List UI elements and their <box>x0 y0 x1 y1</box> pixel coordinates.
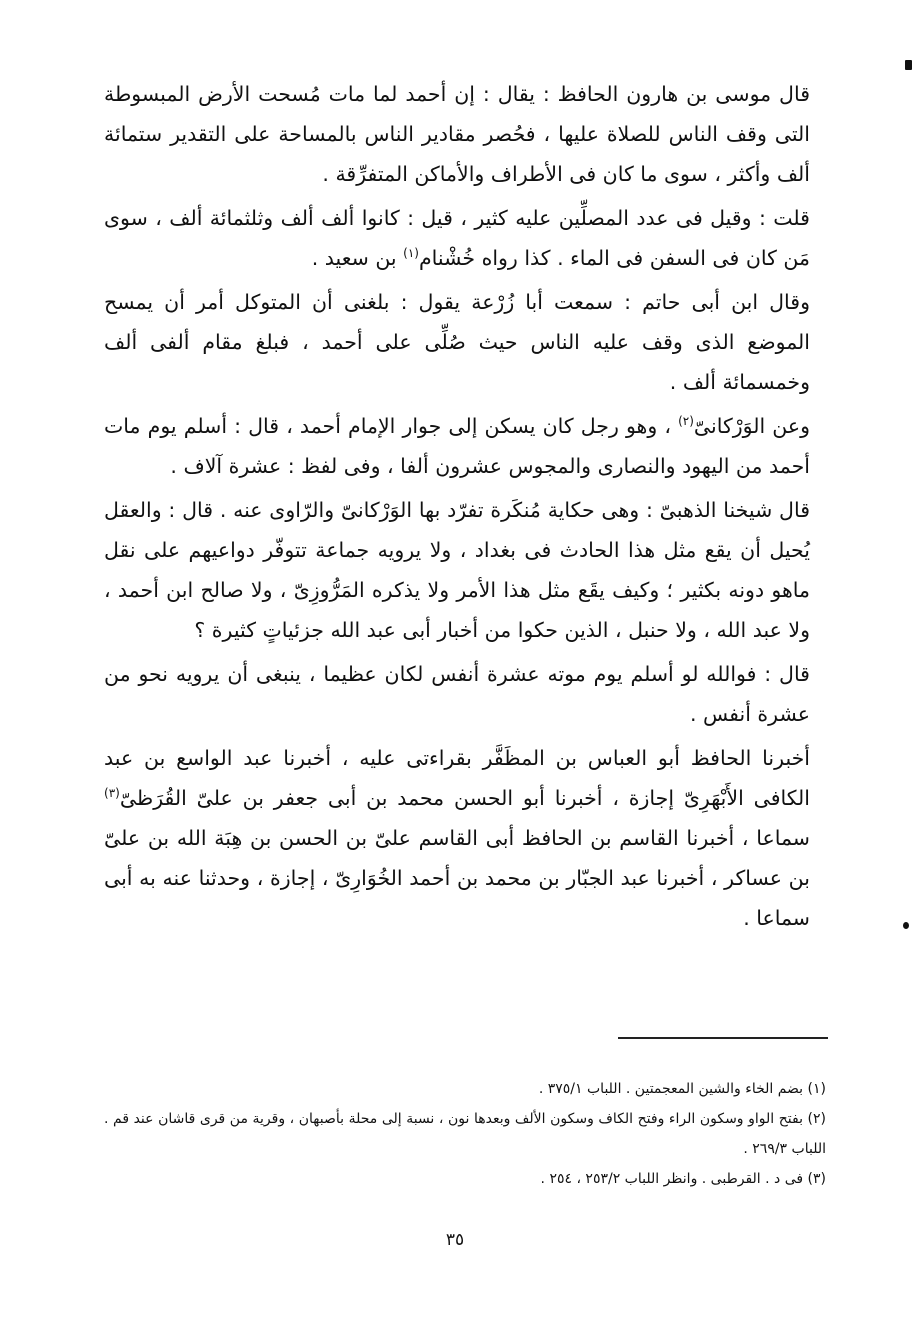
paragraph-text: قال شيخنا الذهبىّ : وهى حكاية مُنكَرة تفرّد بها الوَرْكانىّ والرّاوى عنه . قال : والعقل يُحيل أن يقع مثل هذا الحادث فى بغداد ، ولا يرويه جماعة تتوفّر دواعيهم على نقل ماهو دونه بكثير ؛ وكيف يقَع مثل هذا الأمر ولا يذكره المَرُّوزِىّ ، ولا صالح ابن أحمد ، ولا عبد الله ، ولا حنبل ، الذين حكوا من أخبار أبى عبد الله جزئياتٍ كثيرة ؟ <box>104 498 810 642</box>
paragraph-text: وعن الوَرْكانىّ <box>693 414 810 438</box>
scan-mark-middle <box>903 922 909 929</box>
paragraph-text: قال موسى بن هارون الحافظ : يقال : إن أحمد لما مات مُسحت الأرض المبسوطة التى وقف الناس للصلاة عليها ، فحُصر مقادير الناس بالمساحة على التقدير ستمائة ألف وأكثر ، سوى ما كان فى الأطراف والأماكن المتفرِّقة . <box>104 82 810 186</box>
paragraph-text: أخبرنا الحافظ أبو العباس بن المظَفَّر بقراءتى عليه ، أخبرنا عبد الواسع بن عبد الكافى الأَبْهَرِىّ إجازة ، أخبرنا أبو الحسن محمد بن أبى جعفر بن علىّ القُرَظىّ <box>104 746 810 810</box>
paragraph-text-continued: سماعا ، أخبرنا القاسم بن الحافظ أبى القاسم علىّ بن الحسن بن هِبَة الله بن علىّ بن عساكر ، أخبرنا عبد الجبّار بن محمد بن أحمد الخُوَارِىّ ، إجازة ، وحدثنا عنه به أبى سماعا . <box>104 826 810 930</box>
paragraph-3 <box>104 282 810 402</box>
page-number: ٣٥ <box>445 1230 465 1250</box>
footnote-ref-2: (٢) <box>678 414 694 429</box>
paragraph-7 <box>104 738 810 938</box>
paragraph-text-continued: بن سعيد . <box>311 246 404 270</box>
paragraph-1 <box>104 74 810 194</box>
footnote-2: (٢) بفتح الواو وسكون الراء وفتح الكاف وسكون الألف وبعدها نون ، نسبة إلى محلة بأصبهان ، وقرية من قرى قاشان عند قم . اللباب ٢٦٩/٣ . <box>104 1111 826 1157</box>
footnote-3: (٣) فى د . القرطبى . وانظر اللباب ٢٥٣/٢ ، ٢٥٤ . <box>540 1171 826 1187</box>
footnote-1: (١) بضم الخاء والشين المعجمتين . اللباب ٣٧٥/١ . <box>538 1081 826 1097</box>
paragraph-5 <box>104 490 810 650</box>
paragraph-text: وقال ابن أبى حاتم : سمعت أبا زُرْعة يقول : بلغنى أن المتوكل أمر أن يمسح الموضع الذى وقف عليه الناس حيث صُلِّى على أحمد ، فبلغ مقام ألفى ألف وخمسمائة ألف . <box>104 290 810 394</box>
scan-mark-top <box>905 60 912 70</box>
paragraph-text: قلت : وقيل فى عدد المصلِّين عليه كثير ، قيل : كانوا ألف ألف وثلثمائة ألف ، سوى مَن كان فى السفن فى الماء . كذا رواه خُشْنام <box>104 206 810 270</box>
footnote-ref-3: (٣) <box>104 786 120 801</box>
footnote-divider <box>618 1037 828 1039</box>
paragraph-text: قال : فوالله لو أسلم يوم موته عشرة أنفس لكان عظيما ، ينبغى أن يرويه نحو من عشرة أنفس . <box>104 662 810 726</box>
paragraph-4 <box>104 406 810 486</box>
footnote-ref-1: (١) <box>403 246 419 261</box>
main-text <box>104 74 810 942</box>
footnotes <box>104 1074 826 1194</box>
paragraph-text-continued: ، وهو رجل كان يسكن إلى جوار الإمام أحمد ، قال : أسلم يوم مات أحمد من اليهود والنصارى والمجوس عشرون ألفا ، وفى لفظ : عشرة آلاف . <box>104 414 810 478</box>
paragraph-6 <box>104 654 810 734</box>
paragraph-2 <box>104 198 810 278</box>
